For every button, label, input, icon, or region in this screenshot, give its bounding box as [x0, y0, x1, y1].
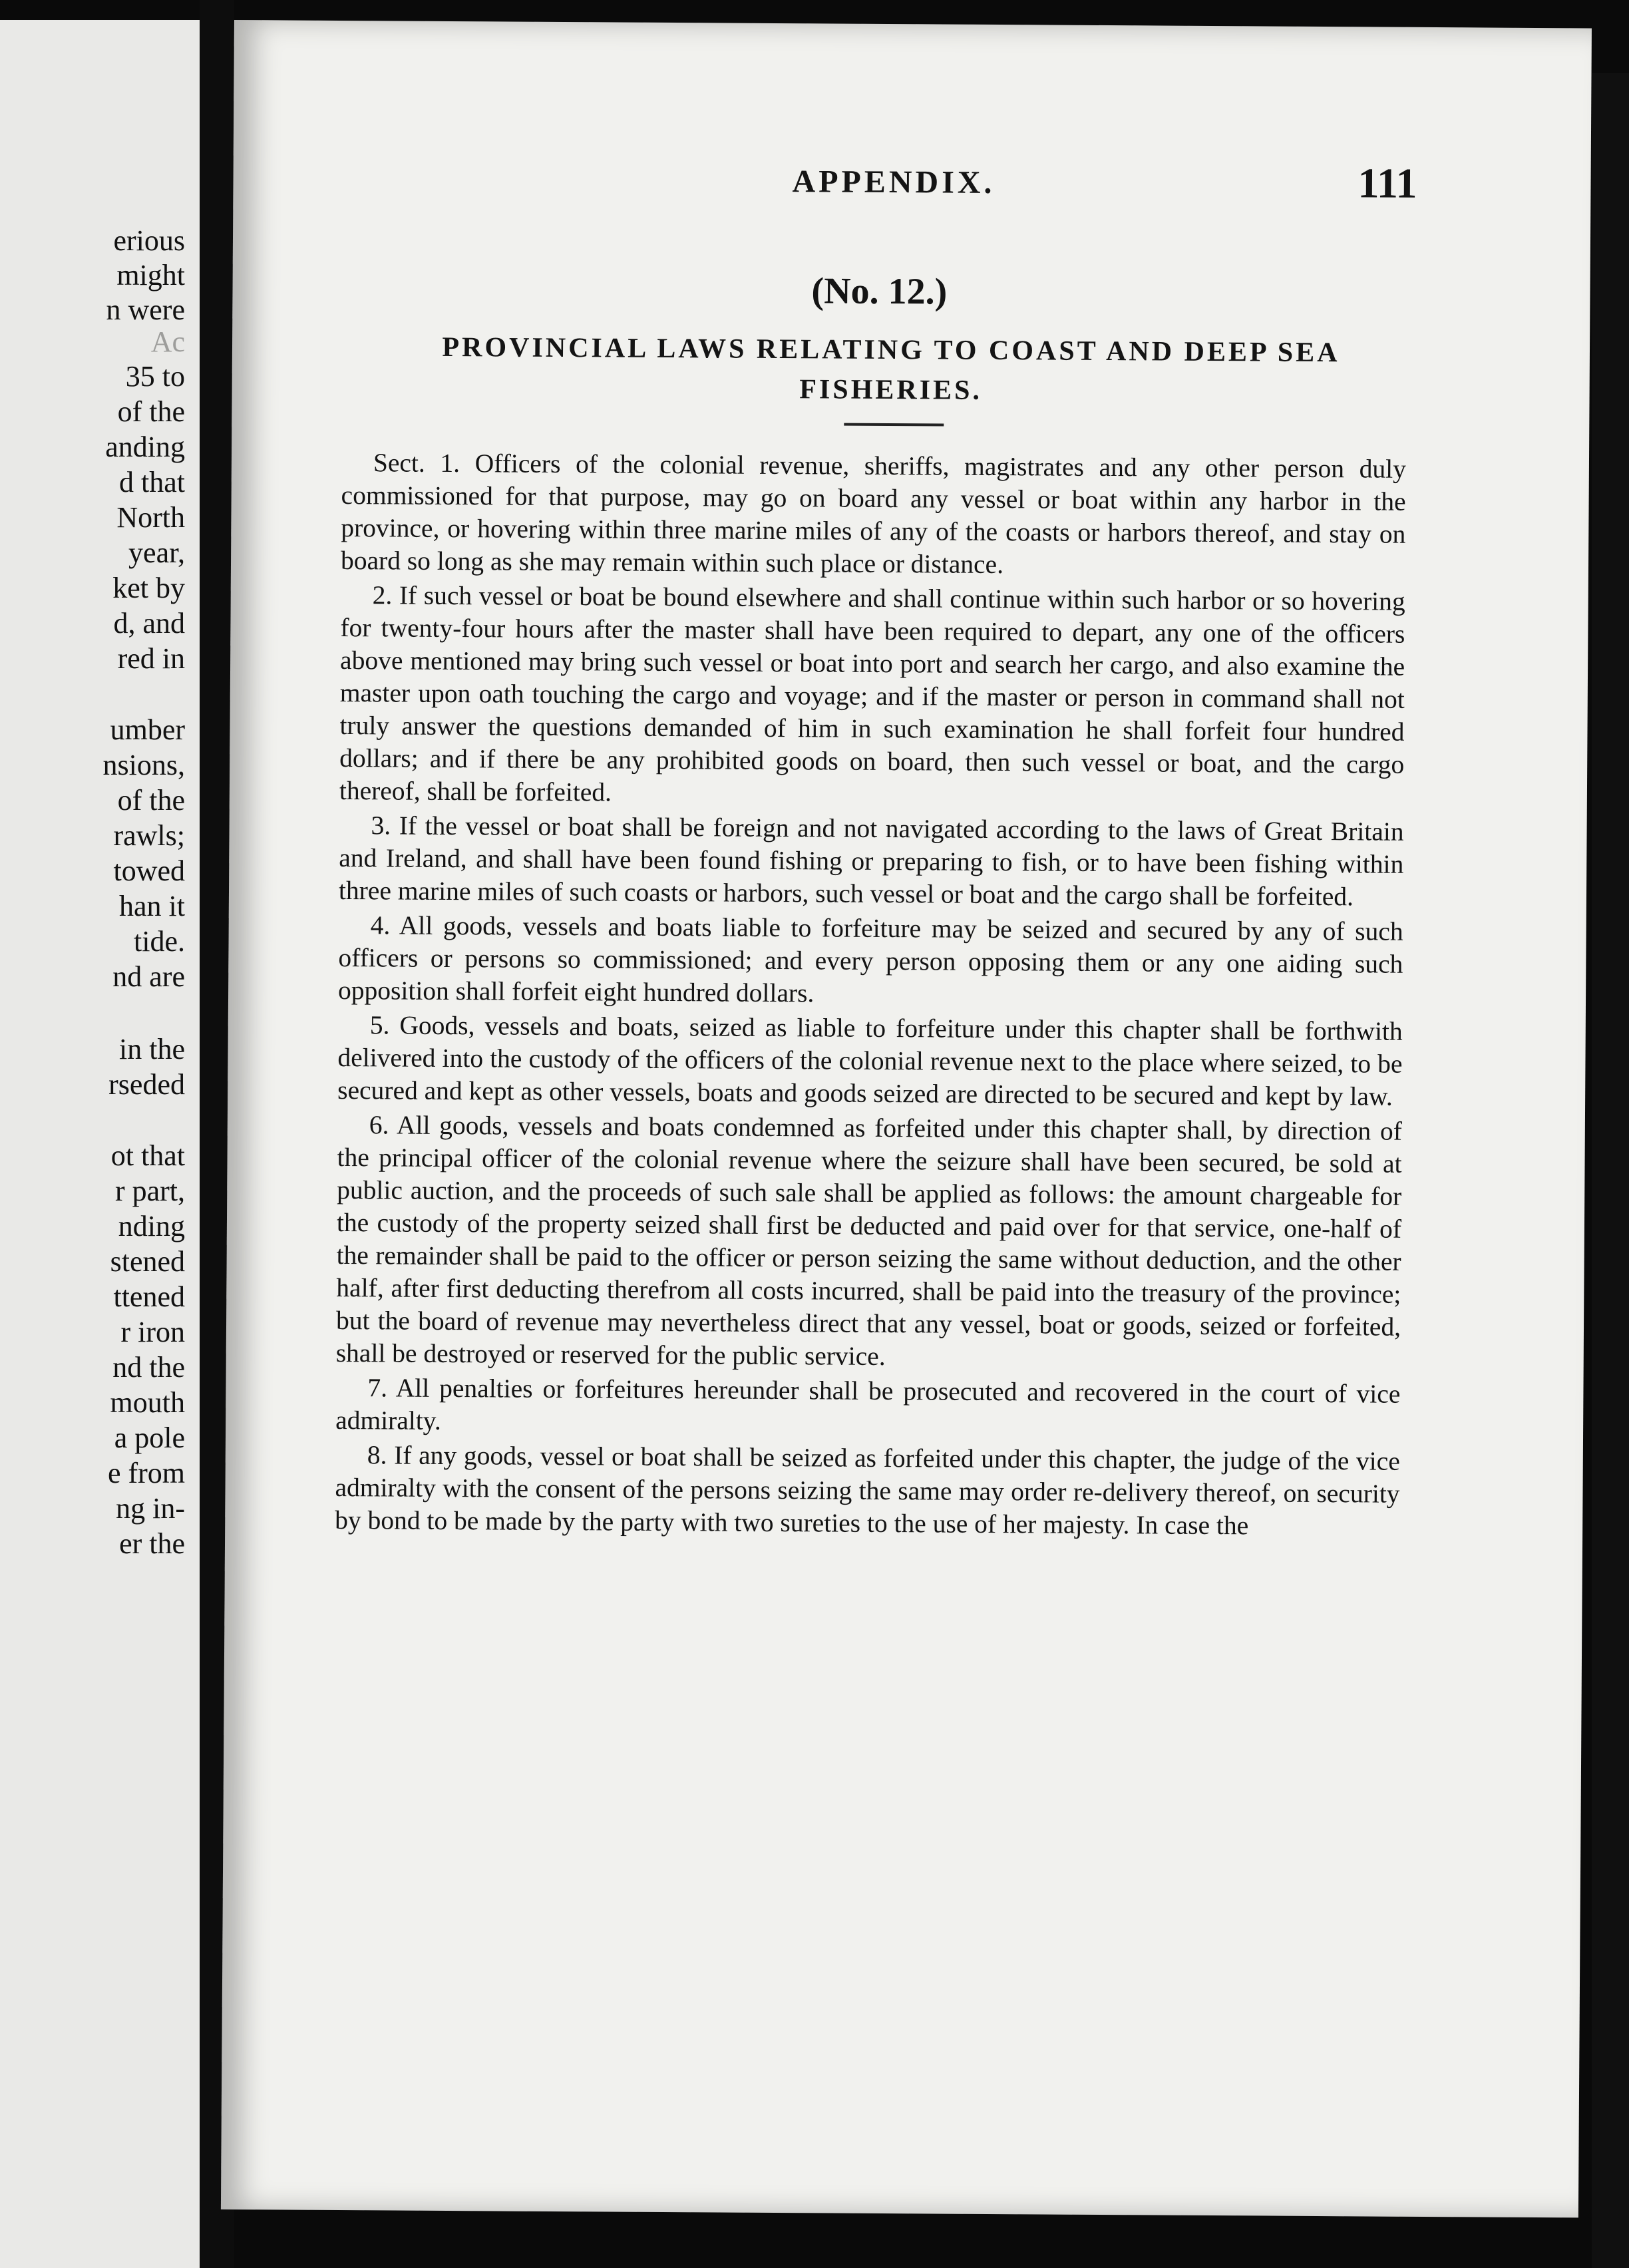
facing-page-fragment: er the	[119, 1527, 185, 1560]
facing-page-fragment: of the	[117, 784, 185, 817]
facing-page-fragment: 35 to	[125, 360, 185, 393]
facing-page-fragment: nsions,	[102, 749, 185, 781]
facing-page-fragment: nd the	[112, 1351, 185, 1384]
facing-page-fragment: rseded	[108, 1068, 185, 1101]
facing-page-fragment: Ac	[150, 325, 185, 358]
facing-page-fragment: ot that	[110, 1139, 185, 1172]
facing-page-fragment: d, and	[113, 607, 185, 640]
section-paragraph: 8. If any goods, vessel or boat shall be seized as forfeited under this chapter, the judge of the vice admiralty with the consent of the persons seizing the same may order re-delivery thereof, on security by bond to be made by the party with two sureties to the use of her majesty. In case the	[335, 1440, 1400, 1541]
facing-page-fragment: towed	[113, 854, 185, 887]
page-number: 111	[1358, 159, 1417, 207]
facing-page-fragment: erious	[113, 224, 185, 257]
facing-page-fragment: year,	[128, 536, 185, 569]
facing-page-fragment: ng in-	[116, 1492, 185, 1525]
facing-page-fragment: ket by	[112, 572, 185, 604]
facing-page-fragment: d that	[119, 466, 185, 498]
document-page	[221, 20, 1592, 2217]
facing-page-fragment: umber	[110, 713, 185, 746]
section-paragraph: Sect. 1. Officers of the colonial revenue, sheriffs, magistrates and any other person duly commissioned for that purpose, may go on board any vessel or boat within any harbor in the province, or hovering within three marine miles of any of the coasts or harbors thereof, and stay on board so long as she may remain within such place or distance.	[340, 448, 1407, 580]
facing-page-fragment: n were	[106, 293, 185, 326]
section-paragraph: 3. If the vessel or boat shall be foreign and not navigated according to the laws of Great Britain and Ireland, and shall have been found fishing or preparing to fish, or to have been fishing within three marine miles of such coasts or harbors, such vessel or boat and the cargo shall be forfeited.	[338, 811, 1404, 912]
document-number: (No. 12.)	[811, 270, 948, 313]
section-paragraph: 7. All penalties or forfeitures hereunder shall be prosecuted and recovered in the court of vice admiralty.	[335, 1373, 1401, 1435]
facing-page-fragment: anding	[105, 431, 185, 463]
facing-page-fragment: ttened	[113, 1280, 185, 1313]
facing-page-fragment: tide.	[134, 925, 185, 958]
facing-page-fragment: rawls;	[113, 819, 185, 852]
body-text	[335, 447, 1406, 1545]
facing-page-fragment: nd are	[112, 960, 185, 993]
facing-page-fragment: North	[116, 501, 185, 534]
running-head: APPENDIX.	[792, 164, 996, 200]
section-paragraph: 6. All goods, vessels and boats condemned as forfeited under this chapter shall, by direction of the principal officer of the colonial revenue where the seizure shall have been secured, be sold at public auction, and the proceeds of such sale shall be applied as follows: the amount chargeable for the custody of the property seized shall first be deducted and paid over for that service, one-half of the remainder shall be paid to the officer or person seizing the same without deduction, and the other half, after first deducting therefrom all costs incurred, shall be paid into the treasury of the province; but the board of revenue may nevertheless direct that any vessel, boat or goods, seized or forfeited, shall be destroyed or reserved for the public service.	[335, 1110, 1402, 1372]
facing-page-fragment: e from	[107, 1457, 185, 1489]
facing-page-fragment: in the	[119, 1033, 185, 1065]
facing-page-fragment: mouth	[110, 1386, 185, 1419]
facing-page-fragment: of the	[117, 395, 185, 428]
title-divider	[844, 423, 944, 427]
scan-border	[1592, 73, 1629, 2268]
facing-page-fragment: red in	[117, 642, 185, 675]
section-paragraph: 2. If such vessel or boat be bound elsewhere and shall continue within such harbor or so hovering for twenty-four hours after the master shall have been required to depart, any one of the officers above mentioned may bring such vessel or boat into port and search her cargo, and also examine the master upon oath touching the cargo and voyage; and if the master or person in command shall not truly answer the questions demanded of him in such examination he shall forfeit four hundred dollars; and if there be any prohibited goods on board, then such vessel or boat, and the cargo thereof, shall be forfeited.	[339, 580, 1405, 807]
facing-page-fragment: a pole	[114, 1421, 185, 1454]
facing-page-fragment: han it	[119, 890, 185, 922]
facing-page-fragment: nding	[118, 1210, 185, 1242]
facing-page-fragment: r iron	[120, 1316, 185, 1348]
section-paragraph: 5. Goods, vessels and boats, seized as liable to forfeiture under this chapter shall be forthwith delivered into the custody of the officers of the colonial revenue next to the place where seized, to be secured and kept as other vessels, boats and goods seized are directed to be secured and kept by law.	[337, 1010, 1403, 1111]
section-paragraph: 4. All goods, vessels and boats liable to forfeiture may be seized and secured by any of such officers or persons so commissioned; and every person opposing them or any one aiding such opposition shall forfeit eight hundred dollars.	[337, 910, 1403, 1008]
facing-page-fragment: r part,	[114, 1175, 185, 1207]
facing-page-edge	[0, 20, 200, 2268]
facing-page-fragment: stened	[110, 1245, 185, 1278]
document-title: PROVINCIAL LAWS RELATING TO COAST AND DEEP SEA FISHERIES.	[442, 331, 1340, 406]
facing-page-fragment: might	[116, 259, 185, 291]
